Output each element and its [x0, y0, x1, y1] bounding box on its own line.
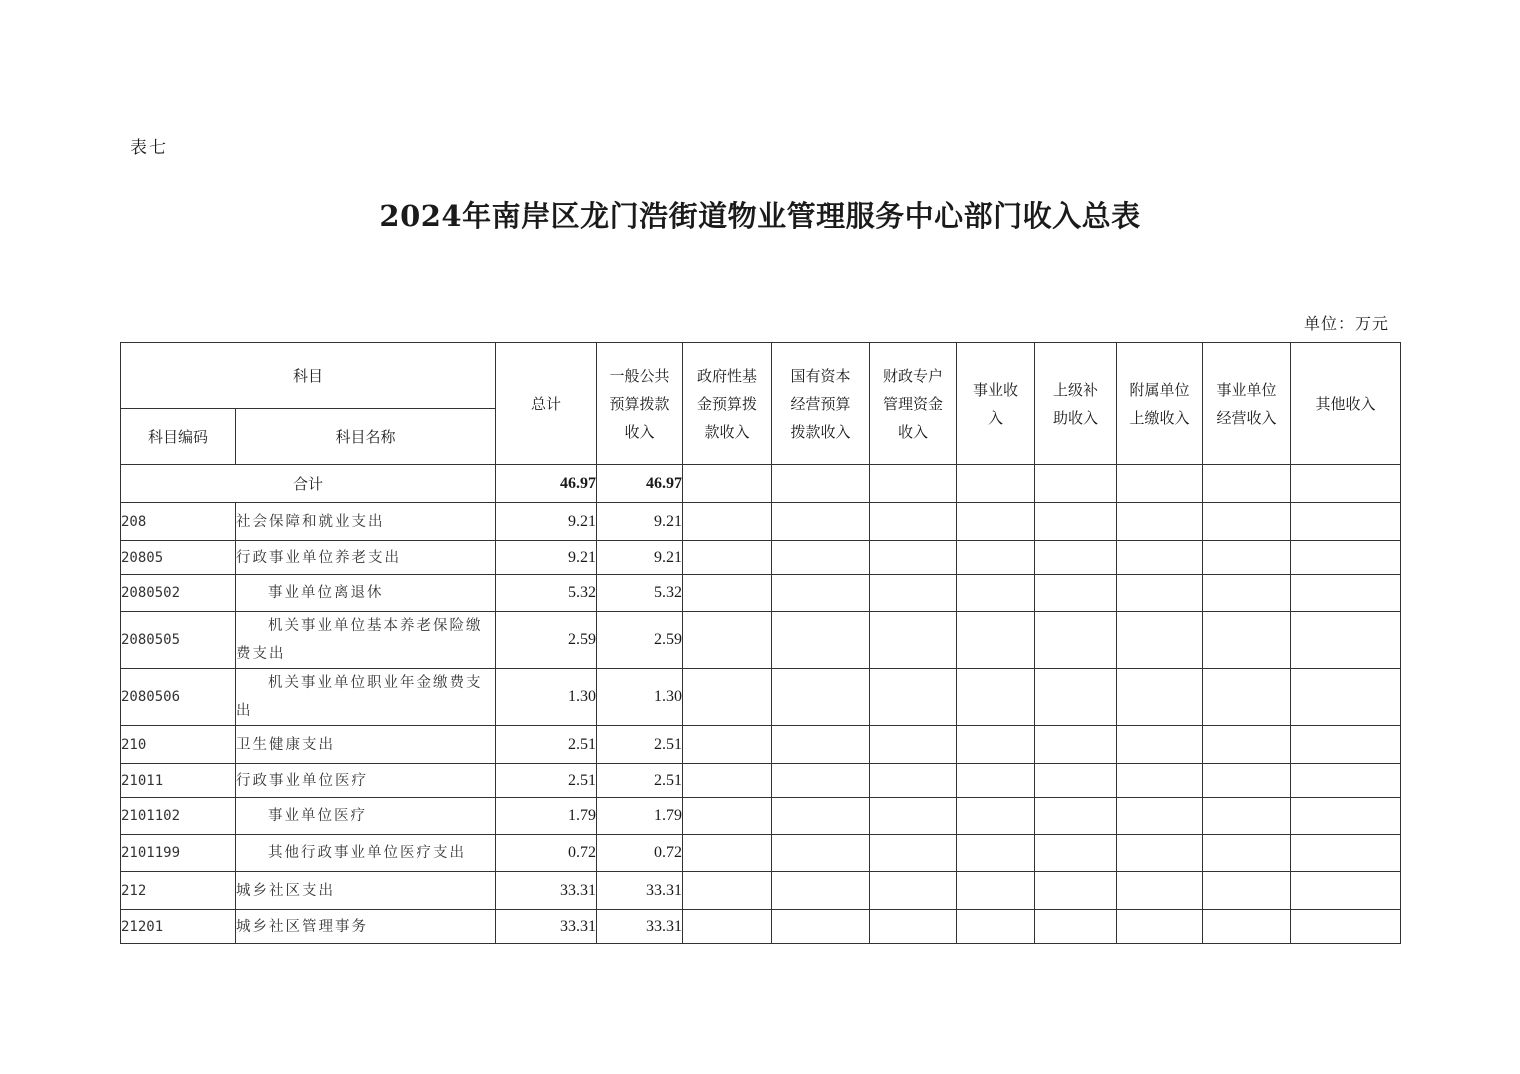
row-name: 其他行政事业单位医疗支出 [236, 835, 496, 872]
unit-note: 单位：万元 [1303, 314, 1389, 333]
empty-cell [1117, 541, 1203, 575]
empty-cell [1035, 872, 1117, 910]
row-total: 33.31 [496, 872, 597, 910]
row-total: 5.32 [496, 575, 597, 612]
row-total: 2.51 [496, 726, 597, 764]
empty-cell [957, 872, 1035, 910]
total-row [121, 465, 1401, 503]
total-row-label: 合计 [121, 465, 496, 503]
row-name: 卫生健康支出 [236, 726, 496, 764]
empty-cell [1035, 465, 1117, 503]
col-header-affiliated-remit-label: 附属单位上缴收入 [1129, 380, 1190, 427]
empty-cell [1203, 835, 1291, 872]
empty-cell [1117, 575, 1203, 612]
col-header-business-operating [1203, 343, 1291, 465]
empty-cell [870, 541, 957, 575]
empty-cell [1117, 726, 1203, 764]
empty-cell [1035, 798, 1117, 835]
row-total: 0.72 [496, 835, 597, 872]
row-general-public: 9.21 [597, 503, 683, 541]
empty-cell [1203, 612, 1291, 669]
empty-cell [957, 835, 1035, 872]
col-header-gov-fund [683, 343, 772, 465]
table-row [121, 503, 1401, 541]
col-header-fiscal-special-label: 财政专户管理资金收入 [883, 366, 944, 441]
col-header-subject-code: 科目编码 [121, 409, 236, 465]
income-summary-table [120, 342, 1401, 944]
row-code: 21011 [121, 764, 236, 798]
empty-cell [1203, 798, 1291, 835]
row-code: 212 [121, 872, 236, 910]
empty-cell [870, 798, 957, 835]
empty-cell [1203, 575, 1291, 612]
empty-cell [683, 575, 772, 612]
empty-cell [870, 835, 957, 872]
empty-cell [1291, 669, 1401, 726]
empty-cell [683, 503, 772, 541]
row-total: 1.79 [496, 798, 597, 835]
empty-cell [957, 503, 1035, 541]
empty-cell [772, 612, 870, 669]
row-code: 2080505 [121, 612, 236, 669]
empty-cell [957, 798, 1035, 835]
empty-cell [1291, 612, 1401, 669]
row-general-public: 5.32 [597, 575, 683, 612]
empty-cell [1291, 575, 1401, 612]
row-total: 9.21 [496, 503, 597, 541]
empty-cell [1035, 541, 1117, 575]
table-row [121, 726, 1401, 764]
empty-cell [1291, 764, 1401, 798]
row-name: 机关事业单位基本养老保险缴费支出 [236, 612, 496, 669]
col-header-fiscal-special [870, 343, 957, 465]
empty-cell [683, 726, 772, 764]
empty-cell [957, 575, 1035, 612]
table-row [121, 669, 1401, 726]
table-row [121, 910, 1401, 944]
row-general-public: 2.51 [597, 764, 683, 798]
row-code: 208 [121, 503, 236, 541]
row-total: 1.30 [496, 669, 597, 726]
empty-cell [772, 910, 870, 944]
row-name: 行政事业单位养老支出 [236, 541, 496, 575]
table-row [121, 541, 1401, 575]
empty-cell [772, 798, 870, 835]
empty-cell [1203, 872, 1291, 910]
table-row [121, 612, 1401, 669]
header-row-top [121, 343, 1401, 409]
col-header-subject-name: 科目名称 [236, 409, 496, 465]
row-name: 社会保障和就业支出 [236, 503, 496, 541]
empty-cell [1035, 669, 1117, 726]
empty-cell [772, 764, 870, 798]
empty-cell [957, 726, 1035, 764]
empty-cell [1291, 798, 1401, 835]
empty-cell [957, 910, 1035, 944]
empty-cell [957, 612, 1035, 669]
col-header-business-operating-label: 事业单位经营收入 [1216, 380, 1277, 427]
empty-cell [1291, 872, 1401, 910]
empty-cell [1117, 835, 1203, 872]
table-row [121, 798, 1401, 835]
row-name: 机关事业单位职业年金缴费支出 [236, 669, 496, 726]
empty-cell [870, 503, 957, 541]
empty-cell [1291, 465, 1401, 503]
empty-cell [1117, 465, 1203, 503]
empty-cell [1117, 798, 1203, 835]
col-header-subject: 科目 [121, 343, 496, 409]
empty-cell [1117, 669, 1203, 726]
empty-cell [870, 764, 957, 798]
empty-cell [1035, 910, 1117, 944]
row-code: 21201 [121, 910, 236, 944]
empty-cell [1203, 726, 1291, 764]
table-row [121, 835, 1401, 872]
total-row-general-public: 46.97 [597, 465, 683, 503]
empty-cell [772, 541, 870, 575]
empty-cell [1035, 612, 1117, 669]
row-general-public: 0.72 [597, 835, 683, 872]
empty-cell [1203, 465, 1291, 503]
col-header-gov-fund-label: 政府性基金预算拨款收入 [697, 366, 758, 441]
empty-cell [683, 541, 772, 575]
empty-cell [772, 669, 870, 726]
col-header-general-public [597, 343, 683, 465]
total-row-total: 46.97 [496, 465, 597, 503]
row-code: 2080506 [121, 669, 236, 726]
empty-cell [772, 465, 870, 503]
empty-cell [870, 465, 957, 503]
row-code: 20805 [121, 541, 236, 575]
empty-cell [1203, 910, 1291, 944]
row-total: 2.59 [496, 612, 597, 669]
empty-cell [870, 612, 957, 669]
empty-cell [1117, 764, 1203, 798]
row-general-public: 1.79 [597, 798, 683, 835]
empty-cell [957, 465, 1035, 503]
empty-cell [772, 872, 870, 910]
empty-cell [1035, 503, 1117, 541]
row-code: 2080502 [121, 575, 236, 612]
row-general-public: 33.31 [597, 872, 683, 910]
col-header-state-capital-label: 国有资本经营预算拨款收入 [790, 366, 851, 441]
table-row [121, 575, 1401, 612]
row-total: 33.31 [496, 910, 597, 944]
empty-cell [870, 575, 957, 612]
empty-cell [1117, 872, 1203, 910]
empty-cell [772, 726, 870, 764]
empty-cell [772, 835, 870, 872]
empty-cell [1291, 541, 1401, 575]
empty-cell [1203, 764, 1291, 798]
table-row [121, 764, 1401, 798]
row-name: 事业单位离退休 [236, 575, 496, 612]
col-header-state-capital [772, 343, 870, 465]
page-title: 2024年南岸区龙门浩街道物业管理服务中心部门收入总表 [379, 199, 1141, 233]
row-code: 2101199 [121, 835, 236, 872]
empty-cell [870, 669, 957, 726]
empty-cell [870, 872, 957, 910]
row-name: 城乡社区支出 [236, 872, 496, 910]
empty-cell [957, 764, 1035, 798]
empty-cell [683, 798, 772, 835]
empty-cell [1117, 503, 1203, 541]
col-header-other-income: 其他收入 [1291, 343, 1401, 465]
empty-cell [1203, 669, 1291, 726]
row-general-public: 33.31 [597, 910, 683, 944]
row-code: 210 [121, 726, 236, 764]
empty-cell [1035, 835, 1117, 872]
empty-cell [1291, 726, 1401, 764]
empty-cell [1117, 612, 1203, 669]
col-header-superior-subsidy [1035, 343, 1117, 465]
empty-cell [683, 910, 772, 944]
col-header-business-income-label: 事业收入 [973, 380, 1019, 427]
row-name: 城乡社区管理事务 [236, 910, 496, 944]
empty-cell [683, 764, 772, 798]
empty-cell [772, 503, 870, 541]
empty-cell [957, 541, 1035, 575]
row-general-public: 2.51 [597, 726, 683, 764]
empty-cell [870, 726, 957, 764]
empty-cell [683, 465, 772, 503]
empty-cell [683, 669, 772, 726]
row-general-public: 1.30 [597, 669, 683, 726]
col-header-superior-subsidy-label: 上级补助收入 [1053, 380, 1099, 427]
col-header-affiliated-remit [1117, 343, 1203, 465]
empty-cell [870, 910, 957, 944]
row-general-public: 9.21 [597, 541, 683, 575]
row-code: 2101102 [121, 798, 236, 835]
empty-cell [1035, 726, 1117, 764]
empty-cell [1291, 910, 1401, 944]
empty-cell [683, 835, 772, 872]
empty-cell [683, 872, 772, 910]
empty-cell [1203, 541, 1291, 575]
col-header-business-income [957, 343, 1035, 465]
col-header-total: 总计 [496, 343, 597, 465]
empty-cell [1291, 835, 1401, 872]
empty-cell [1291, 503, 1401, 541]
row-name: 行政事业单位医疗 [236, 764, 496, 798]
empty-cell [683, 612, 772, 669]
empty-cell [1203, 503, 1291, 541]
empty-cell [1035, 764, 1117, 798]
empty-cell [1035, 575, 1117, 612]
empty-cell [957, 669, 1035, 726]
col-header-general-public-label: 一般公共预算拨款收入 [609, 366, 670, 441]
empty-cell [1117, 910, 1203, 944]
empty-cell [772, 575, 870, 612]
row-name: 事业单位医疗 [236, 798, 496, 835]
row-total: 2.51 [496, 764, 597, 798]
row-general-public: 2.59 [597, 612, 683, 669]
table-label: 表七 [130, 138, 168, 158]
table-row [121, 872, 1401, 910]
row-total: 9.21 [496, 541, 597, 575]
